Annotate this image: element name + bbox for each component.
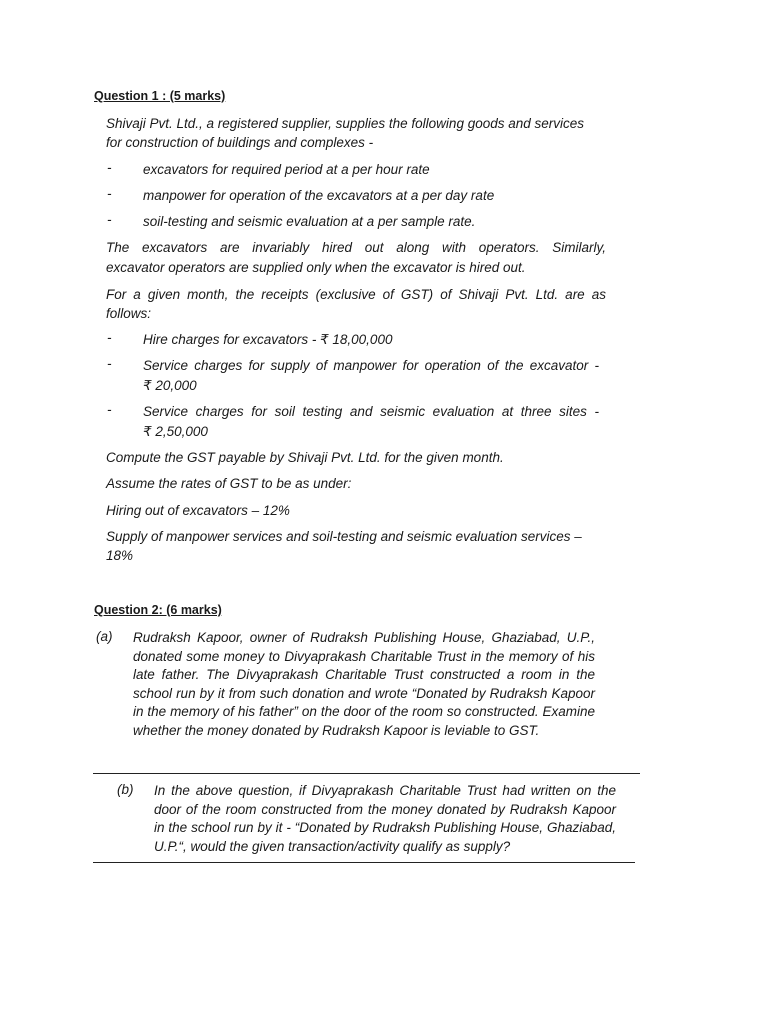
q1-assume: Assume the rates of GST to be as under: — [106, 476, 352, 491]
q1-bullet-3: soil-testing and seismic evaluation at a per sample rate. — [143, 214, 476, 229]
part-a-label: (a) — [96, 629, 113, 644]
q1-receipt-2-line-2: ₹ 20,000 — [143, 378, 197, 393]
bullet-dash: - — [107, 160, 112, 175]
bullet-dash: - — [107, 212, 112, 227]
divider-top — [93, 773, 640, 774]
q1-bullet-2: manpower for operation of the excavators at a per day rate — [143, 188, 495, 203]
q1-receipts-line-2: follows: — [106, 306, 152, 321]
bullet-dash: - — [107, 356, 112, 371]
q1-bullet-1: excavators for required period at a per hour rate — [143, 162, 430, 177]
question-1-heading: Question 1 : (5 marks) — [94, 89, 226, 103]
bullet-dash: - — [107, 402, 112, 417]
bullet-dash: - — [107, 186, 112, 201]
part-b-label: (b) — [117, 782, 134, 797]
part-a-text: Rudraksh Kapoor, owner of Rudraksh Publishing House, Ghaziabad, U.P., donated some money to Divyaprakash Charitable Trust in the memory of his late father. The Divyaprakash Charitable Trust constructed a room in the school run by it from such donation and wrote “Donated by Rudraksh Kapoor in the memory of his father” on the door of the room so constructed. Examine whether the money donated by Rudraksh Kapoor is leviable to GST. — [133, 630, 595, 738]
part-b-text: In the above question, if Divyaprakash Charitable Trust had written on the door of the room constructed from the money donated by Rudraksh Kapoor in the school run by it - “Donated by Rudraksh Publishing House, Ghaziabad, U.P.“, would the given transaction/activity qualify as supply? — [154, 783, 616, 854]
q1-intro-line-2: for construction of buildings and complexes - — [106, 135, 374, 150]
q1-rate-2-line-2: 18% — [106, 548, 134, 563]
q1-receipt-2-line-1: Service charges for supply of manpower for operation of the excavator - — [143, 358, 599, 373]
q1-rate-1: Hiring out of excavators – 12% — [106, 503, 290, 518]
q1-receipt-3-line-2: ₹ 2,50,000 — [143, 424, 208, 439]
q1-note-line-1: The excavators are invariably hired out along with operators. Similarly, — [106, 240, 606, 255]
q1-rate-2-line-1: Supply of manpower services and soil-testing and seismic evaluation services – — [106, 529, 582, 544]
q1-receipt-3-line-1: Service charges for soil testing and seismic evaluation at three sites - — [143, 404, 599, 419]
divider-bottom — [93, 862, 635, 863]
q1-compute: Compute the GST payable by Shivaji Pvt. Ltd. for the given month. — [106, 450, 504, 465]
q1-note-line-2: excavator operators are supplied only when the excavator is hired out. — [106, 260, 526, 275]
question-2-heading: Question 2: (6 marks) — [94, 603, 222, 617]
q1-receipts-line-1: For a given month, the receipts (exclusive of GST) of Shivaji Pvt. Ltd. are as — [106, 287, 606, 302]
q1-intro-line-1: Shivaji Pvt. Ltd., a registered supplier, supplies the following goods and services — [106, 116, 585, 131]
bullet-dash: - — [107, 330, 112, 345]
q1-receipt-1-line-1: Hire charges for excavators - ₹ 18,00,000 — [143, 332, 393, 347]
